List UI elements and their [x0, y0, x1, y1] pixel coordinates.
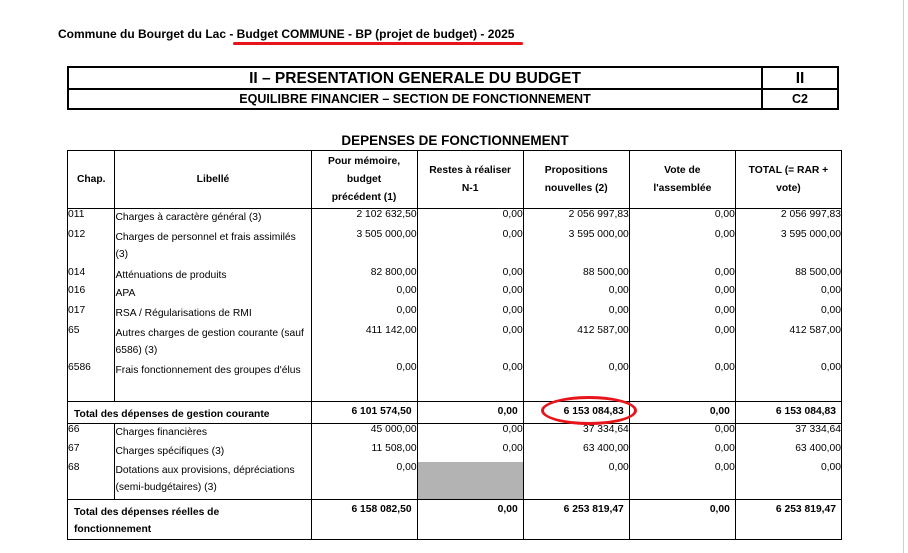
total-propositions: 6 153 084,83: [523, 402, 629, 424]
table-row: [68, 424, 842, 443]
cell-propositions: 0,00: [523, 285, 629, 305]
cell-restes: 0,00: [417, 267, 523, 285]
cell-total: 63 400,00: [735, 443, 841, 462]
table-header-row: [68, 151, 842, 209]
cell-memoire: 0,00: [311, 285, 417, 305]
page-edge: [903, 0, 904, 553]
cell-propositions: 3 595 000,00: [523, 229, 629, 267]
cell-vote: 0,00: [629, 462, 735, 500]
cell-total: 0,00: [735, 285, 841, 305]
total-label: Total des dépenses de gestion courante: [68, 402, 312, 424]
header-chap: Chap.: [68, 151, 115, 209]
cell-memoire: 11 508,00: [311, 443, 417, 462]
cell-memoire: 45 000,00: [311, 424, 417, 443]
section-title: DEPENSES DE FONCTIONNEMENT: [341, 133, 569, 148]
cell-propositions: 0,00: [523, 305, 629, 325]
cell-propositions: 37 334,64: [523, 424, 629, 443]
cell-propositions: 412 587,00: [523, 325, 629, 362]
table-row: [68, 285, 842, 305]
cell-libelle: Dotations aux provisions, dépréciations (semi-budgétaires) (3): [115, 462, 311, 500]
cell-total: 0,00: [735, 462, 841, 500]
red-circle-annotation: [541, 396, 637, 425]
total-total: 6 153 084,83: [735, 402, 841, 424]
main-title: II – PRESENTATION GENERALE DU BUDGET: [249, 70, 581, 87]
cell-vote: 0,00: [629, 362, 735, 402]
cell-propositions: 2 056 997,83: [523, 209, 629, 229]
cell-libelle: RSA / Régularisations de RMI: [115, 305, 311, 325]
commune-name: Commune du Bourget du Lac: [58, 27, 226, 41]
cell-libelle: Frais fonctionnement des groupes d'élus: [115, 362, 311, 402]
cell-total: 412 587,00: [735, 325, 841, 362]
cell-chap: 016: [68, 285, 115, 305]
cell-chap: 012: [68, 229, 115, 267]
cell-libelle: Charges spécifiques (3): [115, 443, 311, 462]
cell-total: 37 334,64: [735, 424, 841, 443]
cell-vote: 0,00: [629, 229, 735, 267]
sub-title: EQUILIBRE FINANCIER – SECTION DE FONCTIONNEMENT: [239, 92, 591, 106]
cell-chap: 017: [68, 305, 115, 325]
header-propositions: [523, 151, 629, 209]
cell-restes: 0,00: [417, 443, 523, 462]
header-vote-text: Vote de l'assemblée: [653, 164, 712, 194]
table-row: [68, 229, 842, 267]
cell-propositions: 0,00: [523, 462, 629, 500]
total-label-text: Total des dépenses réelles de fonctionnement: [74, 507, 220, 535]
cell-total: 0,00: [735, 305, 841, 325]
cell-chap: 67: [68, 443, 115, 462]
title-row-sub: [69, 90, 837, 108]
document-header: [58, 27, 514, 41]
cell-chap: 68: [68, 462, 115, 500]
cell-restes: 0,00: [417, 209, 523, 229]
table-row: [68, 267, 842, 285]
cell-memoire: 0,00: [311, 462, 417, 500]
cell-libelle: APA: [115, 285, 311, 305]
total-propositions: 6 253 819,47: [523, 500, 629, 540]
total-vote: 0,00: [629, 402, 735, 424]
header-libelle: Libellé: [115, 151, 311, 209]
total-row-depenses-reelles: [68, 500, 842, 540]
cell-restes: 0,00: [417, 305, 523, 325]
sub-code: C2: [761, 90, 837, 108]
title-box: [67, 66, 839, 110]
cell-vote: 0,00: [629, 424, 735, 443]
cell-propositions: 88 500,00: [523, 267, 629, 285]
cell-memoire: 0,00: [311, 305, 417, 325]
cell-vote: 0,00: [629, 267, 735, 285]
cell-chap: 011: [68, 209, 115, 229]
cell-libelle: Atténuations de produits: [115, 267, 311, 285]
cell-chap: 66: [68, 424, 115, 443]
budget-name: Budget COMMUNE - BP (projet de budget) - 2025: [236, 27, 515, 41]
table-row: [68, 325, 842, 362]
cell-restes: 0,00: [417, 362, 523, 402]
cell-vote: 0,00: [629, 209, 735, 229]
cell-memoire: 3 505 000,00: [311, 229, 417, 267]
cell-restes: 0,00: [417, 424, 523, 443]
header-restes-text: Restes à réaliser N-1: [429, 164, 512, 194]
cell-total: 88 500,00: [735, 267, 841, 285]
cell-total: 0,00: [735, 362, 841, 402]
total-row-gestion-courante: [68, 402, 842, 424]
table-row: [68, 209, 842, 229]
cell-propositions: 63 400,00: [523, 443, 629, 462]
header-total-text: TOTAL (= RAR + vote): [748, 164, 829, 194]
cell-restes: 0,00: [417, 285, 523, 305]
header-vote: [629, 151, 735, 209]
cell-memoire: 2 102 632,50: [311, 209, 417, 229]
cell-vote: 0,00: [629, 305, 735, 325]
cell-restes: 0,00: [417, 325, 523, 362]
main-code: II: [761, 68, 837, 88]
total-memoire: 6 158 082,50: [311, 500, 417, 540]
cell-restes-grayed: [417, 462, 523, 500]
cell-restes: 0,00: [417, 229, 523, 267]
total-total: 6 253 819,47: [735, 500, 841, 540]
cell-libelle: Autres charges de gestion courante (sauf 6586) (3): [115, 325, 311, 362]
red-underline-annotation: [233, 42, 523, 45]
cell-libelle: Charges à caractère général (3): [115, 209, 311, 229]
total-memoire: 6 101 574,50: [311, 402, 417, 424]
cell-libelle: Charges de personnel et frais assimilés (3): [115, 229, 311, 267]
total-restes: 0,00: [417, 402, 523, 424]
cell-libelle: Charges financières: [115, 424, 311, 443]
total-label: [68, 500, 312, 540]
header-restes: [417, 151, 523, 209]
total-restes: 0,00: [417, 500, 523, 540]
title-row-main: [69, 68, 837, 90]
total-vote: 0,00: [629, 500, 735, 540]
cell-propositions: 0,00: [523, 362, 629, 402]
cell-memoire: 82 800,00: [311, 267, 417, 285]
cell-total: 3 595 000,00: [735, 229, 841, 267]
header-propositions-text: Propositions nouvelles (2): [544, 164, 608, 194]
cell-chap: 65: [68, 325, 115, 362]
table-row: [68, 443, 842, 462]
expenses-table: [67, 150, 842, 540]
cell-vote: 0,00: [629, 325, 735, 362]
header-memoire: [311, 151, 417, 209]
header-memoire-text: Pour mémoire, budget précédent (1): [327, 155, 401, 203]
cell-total: 2 056 997,83: [735, 209, 841, 229]
cell-vote: 0,00: [629, 443, 735, 462]
cell-vote: 0,00: [629, 285, 735, 305]
header-separator: -: [226, 27, 237, 41]
table-row: [68, 362, 842, 402]
header-total: [735, 151, 841, 209]
cell-memoire: 411 142,00: [311, 325, 417, 362]
table-row: [68, 462, 842, 500]
cell-chap: 014: [68, 267, 115, 285]
cell-memoire: 0,00: [311, 362, 417, 402]
table-row: [68, 305, 842, 325]
cell-chap: 6586: [68, 362, 115, 402]
